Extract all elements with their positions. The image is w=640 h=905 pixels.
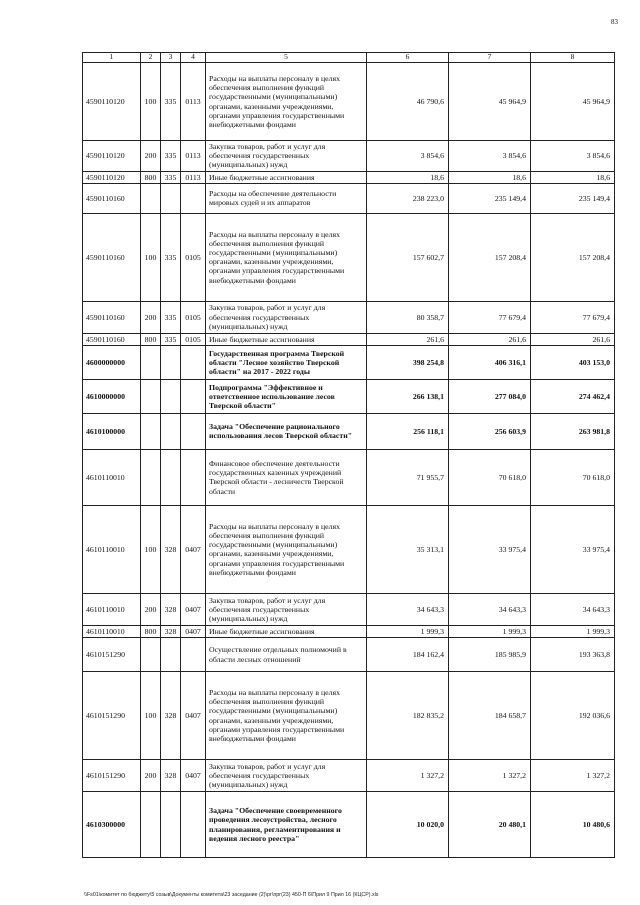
cell-gr — [161, 792, 181, 858]
cell-rp — [181, 345, 206, 379]
cell-value-2022: 185 985,9 — [449, 638, 531, 672]
cell-gr: 335 — [161, 333, 181, 345]
cell-rp — [181, 449, 206, 505]
cell-gr — [161, 379, 181, 413]
cell-value-2023: 45 964,9 — [531, 63, 615, 141]
cell-name: Подпрограмма "Эффективное и ответственное использование лесов Тверской области" — [206, 379, 367, 413]
cell-rp: 0407 — [181, 672, 206, 760]
cell-gr — [161, 449, 181, 505]
table-row — [83, 183, 615, 213]
cell-gr: 328 — [161, 505, 181, 593]
cell-value-2021: 157 602,7 — [367, 213, 449, 301]
cell-value-2021: 35 313,1 — [367, 505, 449, 593]
cell-value-2021: 34 643,3 — [367, 593, 449, 625]
table-row — [83, 449, 615, 505]
cell-rp: 0113 — [181, 171, 206, 183]
cell-gr: 328 — [161, 625, 181, 637]
cell-code: 4590110120 — [83, 171, 141, 183]
cell-vr — [141, 379, 161, 413]
cell-vr: 800 — [141, 625, 161, 637]
cell-name: Иные бюджетные ассигнования — [206, 333, 367, 345]
cell-vr — [141, 345, 161, 379]
cell-value-2022: 20 480,1 — [449, 792, 531, 858]
cell-gr: 328 — [161, 672, 181, 760]
cell-gr: 335 — [161, 141, 181, 172]
cell-vr: 200 — [141, 141, 161, 172]
cell-rp: 0407 — [181, 593, 206, 625]
cell-value-2023: 274 462,4 — [531, 379, 615, 413]
cell-rp: 0407 — [181, 625, 206, 637]
cell-value-2022: 34 643,3 — [449, 593, 531, 625]
cell-code: 4610151290 — [83, 672, 141, 760]
cell-name: Расходы на выплаты персоналу в целях обеспечения выполнения функций государственными (муниципальными) органами, казенными учреждениями, органами управления государственными внебюджетными фондами — [206, 505, 367, 593]
cell-rp — [181, 413, 206, 449]
cell-value-2021: 10 020,0 — [367, 792, 449, 858]
table-row — [83, 792, 615, 858]
table-row — [83, 63, 615, 141]
cell-value-2022: 406 316,1 — [449, 345, 531, 379]
cell-value-2023: 157 208,4 — [531, 213, 615, 301]
cell-value-2022: 77 679,4 — [449, 301, 531, 333]
header-cell: 5 — [206, 53, 367, 63]
cell-name: Закупка товаров, работ и услуг для обеспечения государственных (муниципальных) нужд — [206, 141, 367, 172]
cell-code: 4590110120 — [83, 63, 141, 141]
cell-vr: 800 — [141, 171, 161, 183]
cell-rp: 0105 — [181, 213, 206, 301]
cell-value-2023: 1 999,3 — [531, 625, 615, 637]
header-cell: 2 — [141, 53, 161, 63]
cell-name: Расходы на обеспечение деятельности мировых судей и их аппаратов — [206, 183, 367, 213]
header-cell: 4 — [181, 53, 206, 63]
cell-gr: 335 — [161, 171, 181, 183]
cell-value-2023: 18,6 — [531, 171, 615, 183]
cell-rp: 0113 — [181, 141, 206, 172]
cell-name: Задача "Обеспечение своевременного проведения лесоустройства, лесного планирования, регламентирования и ведения лесного реестра" — [206, 792, 367, 858]
cell-rp: 0407 — [181, 760, 206, 792]
cell-value-2023: 70 618,0 — [531, 449, 615, 505]
cell-gr — [161, 345, 181, 379]
cell-code: 4610300000 — [83, 792, 141, 858]
cell-vr: 100 — [141, 213, 161, 301]
cell-vr: 200 — [141, 760, 161, 792]
cell-value-2022: 70 618,0 — [449, 449, 531, 505]
cell-code: 4610110010 — [83, 593, 141, 625]
cell-rp — [181, 638, 206, 672]
cell-vr: 100 — [141, 505, 161, 593]
cell-value-2022: 18,6 — [449, 171, 531, 183]
cell-name: Государственная программа Тверской области "Лесное хозяйство Тверской области" на 2017 - 2022 годы — [206, 345, 367, 379]
cell-code: 4610151290 — [83, 638, 141, 672]
table-row — [83, 301, 615, 333]
page-number: 83 — [611, 18, 618, 26]
cell-value-2022: 33 975,4 — [449, 505, 531, 593]
cell-value-2023: 193 363,8 — [531, 638, 615, 672]
budget-table — [82, 52, 615, 858]
cell-code: 4590110160 — [83, 333, 141, 345]
cell-value-2021: 398 254,8 — [367, 345, 449, 379]
table-row — [83, 413, 615, 449]
cell-value-2021: 184 162,4 — [367, 638, 449, 672]
cell-code: 4610110010 — [83, 505, 141, 593]
header-cell: 1 — [83, 53, 141, 63]
cell-code: 4590110160 — [83, 301, 141, 333]
cell-name: Расходы на выплаты персоналу в целях обеспечения выполнения функций государственными (муниципальными) органами, казенными учреждениями, органами управления государственными внебюджетными фондами — [206, 672, 367, 760]
table-row — [83, 638, 615, 672]
table-row — [83, 379, 615, 413]
cell-value-2022: 45 964,9 — [449, 63, 531, 141]
cell-vr: 200 — [141, 301, 161, 333]
cell-vr — [141, 449, 161, 505]
table-row — [83, 593, 615, 625]
cell-value-2023: 33 975,4 — [531, 505, 615, 593]
cell-code: 4610100000 — [83, 413, 141, 449]
cell-name: Закупка товаров, работ и услуг для обеспечения государственных (муниципальных) нужд — [206, 760, 367, 792]
cell-value-2023: 77 679,4 — [531, 301, 615, 333]
cell-value-2022: 157 208,4 — [449, 213, 531, 301]
cell-gr: 328 — [161, 760, 181, 792]
cell-vr: 100 — [141, 63, 161, 141]
cell-value-2022: 1 327,2 — [449, 760, 531, 792]
table-row — [83, 141, 615, 172]
cell-rp: 0105 — [181, 333, 206, 345]
cell-value-2023: 403 153,0 — [531, 345, 615, 379]
cell-value-2021: 238 223,0 — [367, 183, 449, 213]
cell-value-2023: 261,6 — [531, 333, 615, 345]
cell-gr — [161, 183, 181, 213]
table-row — [83, 171, 615, 183]
cell-value-2023: 263 981,8 — [531, 413, 615, 449]
cell-gr: 335 — [161, 301, 181, 333]
header-cell: 3 — [161, 53, 181, 63]
cell-code: 4600000000 — [83, 345, 141, 379]
table-row — [83, 333, 615, 345]
cell-name: Расходы на выплаты персоналу в целях обеспечения выполнения функций государственными (муниципальными) органами, казенными учреждениями, органами управления государственными внебюджетными фондами — [206, 63, 367, 141]
cell-value-2023: 1 327,2 — [531, 760, 615, 792]
cell-vr: 100 — [141, 672, 161, 760]
cell-name: Осуществление отдельных полномочий в области лесных отношений — [206, 638, 367, 672]
cell-value-2022: 277 084,0 — [449, 379, 531, 413]
cell-value-2022: 1 999,3 — [449, 625, 531, 637]
cell-value-2023: 10 480,6 — [531, 792, 615, 858]
cell-vr: 200 — [141, 593, 161, 625]
table-row — [83, 345, 615, 379]
cell-value-2021: 71 955,7 — [367, 449, 449, 505]
cell-value-2021: 256 118,1 — [367, 413, 449, 449]
table-row — [83, 760, 615, 792]
cell-code: 4590110160 — [83, 183, 141, 213]
cell-code: 4610000000 — [83, 379, 141, 413]
cell-value-2021: 46 790,6 — [367, 63, 449, 141]
cell-vr — [141, 413, 161, 449]
cell-vr — [141, 183, 161, 213]
header-cell: 6 — [367, 53, 449, 63]
cell-gr — [161, 413, 181, 449]
cell-value-2021: 1 999,3 — [367, 625, 449, 637]
cell-value-2021: 182 835,2 — [367, 672, 449, 760]
cell-value-2022: 235 149,4 — [449, 183, 531, 213]
header-cell: 8 — [531, 53, 615, 63]
cell-name: Задача "Обеспечение рационального использования лесов Тверской области" — [206, 413, 367, 449]
cell-gr — [161, 638, 181, 672]
cell-value-2023: 34 643,3 — [531, 593, 615, 625]
cell-value-2022: 261,6 — [449, 333, 531, 345]
cell-gr: 328 — [161, 593, 181, 625]
cell-gr: 335 — [161, 213, 181, 301]
cell-rp — [181, 183, 206, 213]
cell-rp — [181, 379, 206, 413]
cell-rp: 0407 — [181, 505, 206, 593]
cell-value-2021: 1 327,2 — [367, 760, 449, 792]
cell-code: 4590110120 — [83, 141, 141, 172]
cell-value-2021: 80 358,7 — [367, 301, 449, 333]
cell-value-2022: 3 854,6 — [449, 141, 531, 172]
cell-code: 4610151290 — [83, 760, 141, 792]
cell-name: Иные бюджетные ассигнования — [206, 625, 367, 637]
cell-value-2023: 235 149,4 — [531, 183, 615, 213]
cell-rp: 0105 — [181, 301, 206, 333]
cell-value-2023: 3 854,6 — [531, 141, 615, 172]
table-row — [83, 213, 615, 301]
footer-file-path: \\Fs01\комитет по бюджету\5 созыв\Документы комитета\23 заседание (2)\рг\прг(23) 450-П 6\Прил 9 Прил 16 (КЦСР).xls — [84, 892, 379, 898]
cell-value-2022: 184 658,7 — [449, 672, 531, 760]
header-cell: 7 — [449, 53, 531, 63]
cell-rp: 0113 — [181, 63, 206, 141]
cell-value-2021: 18,6 — [367, 171, 449, 183]
table-row — [83, 625, 615, 637]
cell-name: Закупка товаров, работ и услуг для обеспечения государственных (муниципальных) нужд — [206, 301, 367, 333]
table-body — [83, 53, 615, 858]
cell-value-2023: 192 036,6 — [531, 672, 615, 760]
cell-name: Иные бюджетные ассигнования — [206, 171, 367, 183]
cell-code: 4590110160 — [83, 213, 141, 301]
cell-rp — [181, 792, 206, 858]
cell-vr: 800 — [141, 333, 161, 345]
cell-name: Расходы на выплаты персоналу в целях обеспечения выполнения функций государственными (муниципальными) органами, казенными учреждениями, органами управления государственными внебюджетными фондами — [206, 213, 367, 301]
cell-vr — [141, 638, 161, 672]
header-row — [83, 53, 615, 63]
cell-code: 4610110010 — [83, 449, 141, 505]
cell-vr — [141, 792, 161, 858]
cell-name: Финансовое обеспечение деятельности государственных казенных учреждений Тверской области - лесничеств Тверской области — [206, 449, 367, 505]
cell-code: 4610110010 — [83, 625, 141, 637]
table-row — [83, 505, 615, 593]
cell-value-2021: 261,6 — [367, 333, 449, 345]
cell-gr: 335 — [161, 63, 181, 141]
cell-name: Закупка товаров, работ и услуг для обеспечения государственных (муниципальных) нужд — [206, 593, 367, 625]
cell-value-2022: 256 603,9 — [449, 413, 531, 449]
table-row — [83, 672, 615, 760]
cell-value-2021: 3 854,6 — [367, 141, 449, 172]
cell-value-2021: 266 138,1 — [367, 379, 449, 413]
